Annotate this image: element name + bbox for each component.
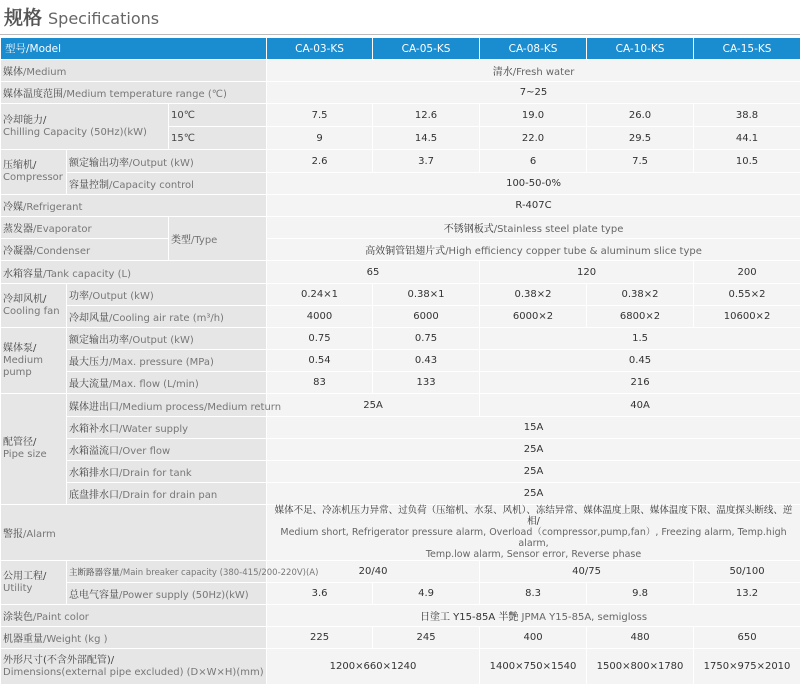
fan-output-row [1, 284, 801, 306]
paint-label: 涂装色/Paint color [1, 605, 267, 627]
compressor-output-row [1, 150, 801, 173]
compressor-output-value: 3.7 [373, 150, 480, 173]
dimensions-value: 1400×750×1540 [480, 649, 587, 685]
paint-value: 日塗工 Y15-85A 半艶 JPMA Y15-85A, semigloss [267, 605, 801, 627]
pipe-tank-drain-value: 25A [267, 461, 801, 483]
pipe-pan-drain-value: 25A [267, 483, 801, 505]
pump-pressure-value: 0.43 [373, 350, 480, 372]
pump-pressure-value: 0.45 [480, 350, 801, 372]
pump-label: 媒体泵/ Medium pump [1, 328, 67, 394]
pipe-process-value: 40A [480, 394, 801, 417]
pipe-process-label: 媒体进出口/Medium process/Medium return [67, 394, 267, 417]
fan-air-value: 10600×2 [694, 306, 801, 328]
dimensions-value: 1200×660×1240 [267, 649, 480, 685]
paint-row [1, 605, 801, 627]
refrigerant-value: R-407C [267, 195, 801, 217]
condenser-label: 冷凝器/Condenser [1, 239, 169, 261]
model-label: 型号/Model [1, 38, 267, 60]
fan-air-value: 6800×2 [587, 306, 694, 328]
title-divider [0, 34, 800, 35]
pump-pressure-label: 最大压力/Max. pressure (MPa) [67, 350, 267, 372]
chilling-label: 冷却能力/ Chilling Capacity (50Hz)(kW) [1, 104, 169, 150]
fan-air-value: 6000×2 [480, 306, 587, 328]
utility-power-value: 9.8 [587, 583, 694, 605]
refrigerant-row [1, 195, 801, 217]
pipe-process-value: 25A [267, 394, 480, 417]
model-cell: CA-10-KS [587, 38, 694, 60]
dimensions-value: 1500×800×1780 [587, 649, 694, 685]
chilling-value: 44.1 [694, 127, 801, 150]
chilling-value: 7.5 [267, 104, 373, 127]
utility-power-row [1, 583, 801, 605]
model-cell: CA-05-KS [373, 38, 480, 60]
chilling-value: 19.0 [480, 104, 587, 127]
weight-value: 650 [694, 627, 801, 649]
compressor-control-row [1, 173, 801, 195]
compressor-label: 压缩机/ Compressor [1, 150, 67, 195]
dimensions-row [1, 649, 801, 685]
pipe-overflow-value: 25A [267, 439, 801, 461]
weight-row [1, 627, 801, 649]
pump-output-value: 0.75 [267, 328, 373, 350]
pipe-tank-drain-row [1, 461, 801, 483]
pipe-supply-row [1, 417, 801, 439]
pump-flow-row [1, 372, 801, 394]
chilling-temp: 15℃ [169, 127, 267, 150]
temp-range-value: 7~25 [267, 82, 801, 104]
evaporator-value: 不锈钢板式/Stainless steel plate type [267, 217, 801, 239]
fan-output-value: 0.55×2 [694, 284, 801, 306]
chilling-value: 26.0 [587, 104, 694, 127]
compressor-output-value: 6 [480, 150, 587, 173]
model-cell: CA-15-KS [694, 38, 801, 60]
compressor-output-value: 10.5 [694, 150, 801, 173]
utility-breaker-value: 40/75 [480, 561, 694, 583]
pipe-overflow-row [1, 439, 801, 461]
chilling-value: 38.8 [694, 104, 801, 127]
fan-output-label: 功率/Output (kW) [67, 284, 267, 306]
utility-power-value: 13.2 [694, 583, 801, 605]
chilling-value: 29.5 [587, 127, 694, 150]
pipe-pan-drain-row [1, 483, 801, 505]
weight-value: 225 [267, 627, 373, 649]
condenser-value: 高效铜管铝翅片式/High efficiency copper tube & aluminum slice type [267, 239, 801, 261]
exchanger-type-label: 类型/Type [169, 217, 267, 261]
pump-output-label: 额定输出功率/Output (kW) [67, 328, 267, 350]
pump-flow-value: 216 [480, 372, 801, 394]
fan-label: 冷却风机/ Cooling fan [1, 284, 67, 328]
pump-flow-value: 83 [267, 372, 373, 394]
chilling-value: 22.0 [480, 127, 587, 150]
weight-value: 245 [373, 627, 480, 649]
utility-power-value: 8.3 [480, 583, 587, 605]
weight-value: 480 [587, 627, 694, 649]
alarm-label: 警报/Alarm [1, 505, 267, 561]
utility-breaker-label: 主断路器容量/Main breaker capacity (380-415/200-220V)(A) [67, 561, 267, 583]
weight-value: 400 [480, 627, 587, 649]
pipe-overflow-label: 水箱溢流口/Over flow [67, 439, 267, 461]
page-title-zh: 规格 [4, 7, 43, 29]
compressor-control-label: 容量控制/Capacity control [67, 173, 267, 195]
dimensions-label: 外形尺寸(不含外部配管)/ Dimensions(external pipe excluded) (D×W×H)(mm) [1, 649, 267, 685]
fan-output-value: 0.38×2 [587, 284, 694, 306]
compressor-output-value: 7.5 [587, 150, 694, 173]
weight-label: 机器重量/Weight (kg ) [1, 627, 267, 649]
dimensions-value: 1750×975×2010 [694, 649, 801, 685]
utility-breaker-value: 20/40 [267, 561, 480, 583]
pipe-label: 配管径/ Pipe size [1, 394, 67, 505]
spec-table [0, 37, 801, 685]
temp-range-row [1, 82, 801, 104]
pipe-supply-value: 15A [267, 417, 801, 439]
fan-output-value: 0.38×1 [373, 284, 480, 306]
model-cell: CA-08-KS [480, 38, 587, 60]
pump-flow-value: 133 [373, 372, 480, 394]
utility-power-value: 3.6 [267, 583, 373, 605]
utility-power-label: 总电气容量/Power supply (50Hz)(kW) [67, 583, 267, 605]
model-row [1, 38, 801, 60]
pipe-pan-drain-label: 底盘排水口/Drain for drain pan [67, 483, 267, 505]
pump-flow-label: 最大流量/Max. flow (L/min) [67, 372, 267, 394]
utility-power-value: 4.9 [373, 583, 480, 605]
pump-output-value: 1.5 [480, 328, 801, 350]
model-cell: CA-03-KS [267, 38, 373, 60]
fan-air-value: 6000 [373, 306, 480, 328]
alarm-row [1, 505, 801, 561]
fan-air-value: 4000 [267, 306, 373, 328]
pipe-process-row [1, 394, 801, 417]
fan-air-label: 冷却风量/Cooling air rate (m³/h) [67, 306, 267, 328]
alarm-value: 媒体不足、冷冻机压力异常、过负荷（压缩机、水泵、风机）、冻结异常、媒体温度上限、媒体温度下限、温度探头断线、逆相/ Medium short, Refrigerator pressure alarm, Overload（compressor,pump,fan）, Freezing alarm, Temp.high alarm, Temp.low alarm, Sensor error, Reverse phase [267, 505, 801, 561]
medium-value: 清水/Fresh water [267, 60, 801, 82]
medium-label: 媒体/Medium [1, 60, 267, 82]
chilling-temp: 10℃ [169, 104, 267, 127]
temp-range-label: 媒体温度范围/Medium temperature range (℃) [1, 82, 267, 104]
tank-value: 120 [480, 261, 694, 284]
compressor-output-label: 额定输出功率/Output (kW) [67, 150, 267, 173]
tank-row [1, 261, 801, 284]
fan-air-row [1, 306, 801, 328]
tank-value: 200 [694, 261, 801, 284]
compressor-output-value: 2.6 [267, 150, 373, 173]
tank-label: 水箱容量/Tank capacity (L) [1, 261, 267, 284]
utility-breaker-row [1, 561, 801, 583]
chilling-value: 12.6 [373, 104, 480, 127]
refrigerant-label: 冷媒/Refrigerant [1, 195, 267, 217]
utility-label: 公用工程/ Utility [1, 561, 67, 605]
evaporator-label: 蒸发器/Evaporator [1, 217, 169, 239]
evaporator-row [1, 217, 801, 239]
pump-output-value: 0.75 [373, 328, 480, 350]
pump-output-row [1, 328, 801, 350]
pump-pressure-value: 0.54 [267, 350, 373, 372]
utility-breaker-value: 50/100 [694, 561, 801, 583]
condenser-row [1, 239, 801, 261]
fan-output-value: 0.38×2 [480, 284, 587, 306]
fan-output-value: 0.24×1 [267, 284, 373, 306]
chilling-value: 9 [267, 127, 373, 150]
pipe-supply-label: 水箱补水口/Water supply [67, 417, 267, 439]
page-title [4, 4, 159, 32]
medium-row [1, 60, 801, 82]
pipe-tank-drain-label: 水箱排水口/Drain for tank [67, 461, 267, 483]
pump-pressure-row [1, 350, 801, 372]
chilling-value: 14.5 [373, 127, 480, 150]
tank-value: 65 [267, 261, 480, 284]
chilling-row [1, 104, 801, 127]
compressor-control-value: 100-50-0% [267, 173, 801, 195]
page-title-en: Specifications [48, 9, 160, 28]
